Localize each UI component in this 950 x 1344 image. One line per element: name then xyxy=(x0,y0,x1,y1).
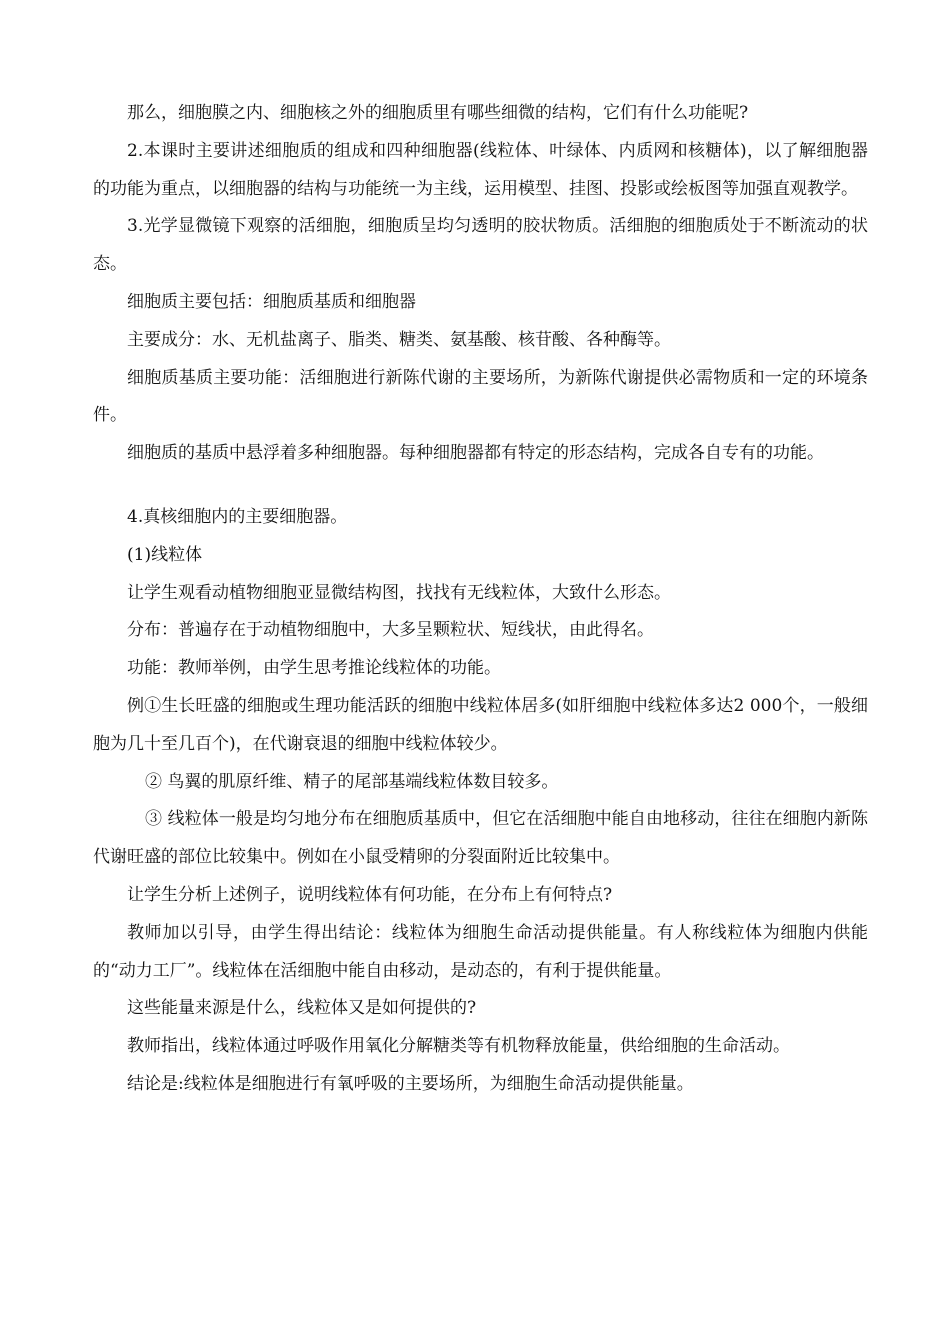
paragraph-example-3: ③ 线粒体一般是均匀地分布在细胞质基质中，但它在活细胞中能自由地移动，往往在细胞内新陈代谢旺盛的部位比较集中。例如在小鼠受精卵的分裂面附近比较集中。 xyxy=(93,809,868,868)
paragraph-observe-diagram: 让学生观看动植物细胞亚显微结构图，找找有无线粒体，大致什么形态。 xyxy=(127,582,671,603)
paragraph-intro-question: 那么，细胞膜之内、细胞核之外的细胞质里有哪些细微的结构，它们有什么功能呢? xyxy=(127,103,749,123)
paragraph-function: 功能：教师举例，由学生思考推论线粒体的功能。 xyxy=(127,658,501,679)
paragraph-conclusion: 结论是:线粒体是细胞进行有氧呼吸的主要场所，为细胞生命活动提供能量。 xyxy=(127,1073,694,1094)
paragraph-organelles-suspended: 细胞质的基质中悬浮着多种细胞器。每种细胞器都有特定的形态结构，完成各自专有的功能。 xyxy=(127,443,824,464)
paragraph-point-2: 2.本课时主要讲述细胞质的组成和四种细胞器(线粒体、叶绿体、内质网和核糖体)，以了解细胞器的功能为重点，以细胞器的结构与功能统一为主线，运用模型、挂图、投影或绘板图等加强直观教学。 xyxy=(93,140,868,199)
paragraph-point-3: 3.光学显微镜下观察的活细胞，细胞质呈均匀透明的胶状物质。活细胞的细胞质处于不断流动的状态。 xyxy=(93,216,868,275)
paragraph-example-2: ② 鸟翼的肌原纤维、精子的尾部基端线粒体数目较多。 xyxy=(145,771,559,792)
paragraph-matrix-function: 细胞质基质主要功能：活细胞进行新陈代谢的主要场所，为新陈代谢提供必需物质和一定的环境条件。 xyxy=(93,367,868,426)
paragraph-energy-question: 这些能量来源是什么，线粒体又是如何提供的? xyxy=(127,998,477,1019)
paragraph-example-1: 例①生长旺盛的细胞或生理功能活跃的细胞中线粒体居多(如肝细胞中线粒体多达2 000个，一般细胞为几十至几百个)，在代谢衰退的细胞中线粒体较少。 xyxy=(93,695,868,754)
paragraph-distribution: 分布：普遍存在于动植物细胞中，大多呈颗粒状、短线状，由此得名。 xyxy=(127,620,654,641)
document-body xyxy=(93,95,868,1104)
paragraph-teacher-explains: 教师指出，线粒体通过呼吸作用氧化分解糖类等有机物释放能量，供给细胞的生命活动。 xyxy=(127,1036,790,1057)
paragraph-point-4: 4.真核细胞内的主要细胞器。 xyxy=(127,506,348,527)
paragraph-main-components: 主要成分：水、无机盐离子、脂类、糖类、氨基酸、核苷酸、各种酶等。 xyxy=(127,329,671,350)
paragraph-analysis-question: 让学生分析上述例子，说明线粒体有何功能，在分布上有何特点? xyxy=(127,884,613,905)
paragraph-gap xyxy=(93,473,868,499)
paragraph-teacher-guidance: 教师加以引导，由学生得出结论：线粒体为细胞生命活动提供能量。有人称线粒体为细胞内供能的“动力工厂”。线粒体在活细胞中能自由移动，是动态的，有利于提供能量。 xyxy=(93,922,868,981)
subheading-mitochondria: (1)线粒体 xyxy=(127,544,203,565)
paragraph-cytoplasm-composition: 细胞质主要包括：细胞质基质和细胞器 xyxy=(127,291,416,312)
